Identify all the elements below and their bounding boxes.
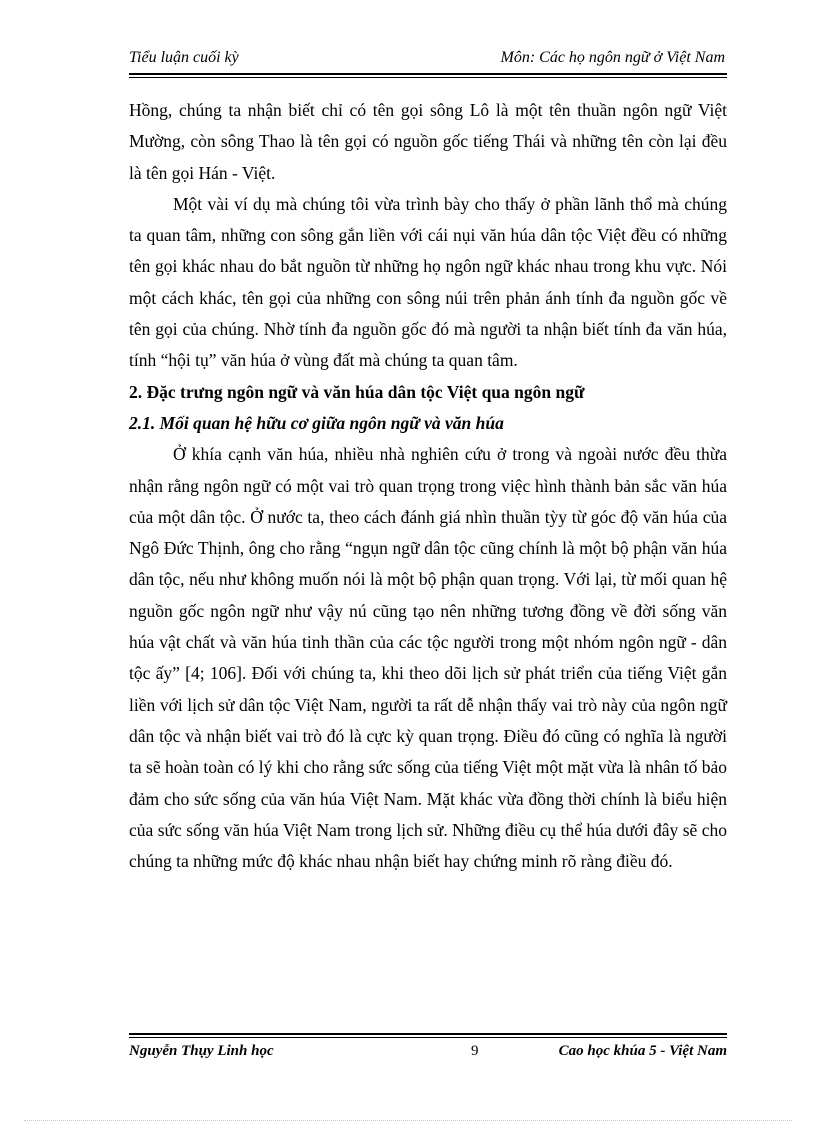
footer-rule (129, 1037, 727, 1038)
header-title: Tiểu luận cuối kỳ (129, 49, 239, 66)
footer-author: Nguyễn Thụy Linh học (129, 1043, 274, 1059)
page-body (129, 95, 727, 877)
page-footer (129, 1033, 727, 1105)
page-bottom-divider (24, 1120, 792, 1121)
page-header (129, 47, 727, 75)
page-number: 9 (471, 1043, 479, 1059)
paragraph-3: Ở khía cạnh văn húa, nhiều nhà nghiên cứu ở trong và ngoài nước đều thừa nhận rằng ngôn ngữ có một vai trò quan trọng trong việc hình thành bản sắc văn húa của một dân tộc. Ở nước ta, theo cách đánh giá nhìn thuần tỳy từ góc độ văn húa của Ngô Đức Thịnh, ông cho rằng “ngụn ngữ dân tộc cũng chính là một bộ phận văn húa dân tộc, nếu như không muốn nói là một bộ phận quan trọng. Với lại, từ mối quan hệ nguồn gốc ngôn ngữ như vậy nú cũng tạo nên những tương đồng về đời sống văn húa vật chất và văn húa tinh thần của các tộc người trong một nhóm ngôn ngữ - dân tộc ấy” [4; 106]. Đối với chúng ta, khi theo dõi lịch sử phát triển của tiếng Việt gắn liền với lịch sử dân tộc Việt Nam, người ta rất dễ nhận thấy vai trò này của ngôn ngữ dân tộc và nhận biết vai trò đó là cực kỳ quan trọng. Điều đó cũng có nghĩa là người ta sẽ hoàn toàn có lý khi cho rằng sức sống của tiếng Việt một mặt vừa là nhân tố bảo đảm cho sức sống của văn húa Việt Nam. Mặt khác vừa đồng thời chính là biểu hiện của sức sống văn húa Việt Nam trong lịch sử. Những điều cụ thể húa dưới đây sẽ cho chúng ta những mức độ khác nhau nhận biết hay chứng minh rõ ràng điều đó. (129, 444, 727, 872)
footer-course: Cao học khúa 5 - Việt Nam (558, 1043, 727, 1059)
header-rule (129, 77, 727, 78)
section-heading: 2. Đặc trưng ngôn ngữ và văn húa dân tộc Việt qua ngôn ngữ (129, 381, 585, 402)
paragraph-1: Hồng, chúng ta nhận biết chỉ có tên gọi sông Lô là một tên thuần ngôn ngữ Việt Mường, còn sông Thao là tên gọi có nguồn gốc tiếng Thái và những tên còn lại đều là tên gọi Hán - Việt. (129, 100, 727, 183)
paragraph-2: Một vài ví dụ mà chúng tôi vừa trình bày cho thấy ở phần lãnh thổ mà chúng ta quan tâm, những con sông gắn liền với cái nụi văn húa dân tộc Việt đều có những tên gọi khác nhau do bắt nguồn từ những họ ngôn ngữ khác nhau trong khu vực. Nói một cách khác, tên gọi của những con sông núi trên phản ánh tính đa nguồn gốc về tên gọi của chúng. Nhờ tính đa nguồn gốc đó mà người ta nhận biết tính đa văn húa, tính “hội tụ” văn húa ở vùng đất mà chúng ta quan tâm. (129, 193, 727, 371)
subsection-heading: 2.1. Mối quan hệ hữu cơ giữa ngôn ngữ và văn húa (129, 412, 504, 433)
header-subject: Môn: Các họ ngôn ngữ ở Việt Nam (500, 49, 725, 66)
